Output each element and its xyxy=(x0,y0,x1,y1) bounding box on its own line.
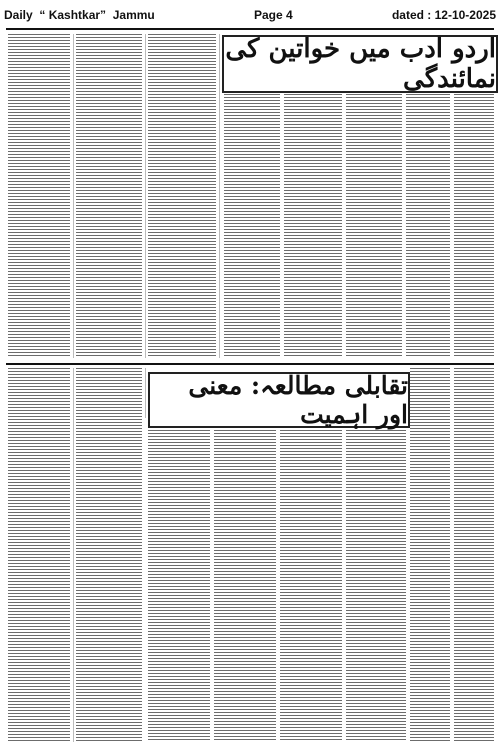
article-column xyxy=(284,94,342,358)
paper-name: “ Kashtkar” xyxy=(39,8,107,22)
article-column xyxy=(8,34,70,358)
column-divider xyxy=(145,368,146,418)
page-number: Page 4 xyxy=(254,8,293,22)
date-line: dated : 12-10-2025 xyxy=(391,8,496,22)
article-column xyxy=(8,368,70,742)
masthead xyxy=(4,4,496,26)
article-column xyxy=(224,94,280,358)
article-column xyxy=(454,368,494,742)
article-column xyxy=(214,430,276,742)
article-column xyxy=(280,430,342,742)
paper-title xyxy=(4,8,155,22)
column-divider xyxy=(145,34,146,358)
daily-initial: D xyxy=(4,8,13,22)
section-divider xyxy=(6,363,494,365)
city-name: Jammu xyxy=(112,8,155,22)
article-column xyxy=(454,94,494,358)
daily-rest: aily xyxy=(12,8,33,22)
article-column xyxy=(76,368,142,742)
article-column xyxy=(148,34,216,358)
column-divider xyxy=(73,34,74,358)
article-column xyxy=(346,430,406,742)
column-divider xyxy=(219,34,220,358)
headline-women-representation: اردو ادب میں خواتین کی نمائندگی xyxy=(222,35,498,93)
headline-comparative-study: تقابلی مطالعہ: معنی اور اہمیت xyxy=(148,372,410,428)
article-column xyxy=(410,368,450,742)
article-column xyxy=(76,34,142,358)
column-divider xyxy=(73,368,74,742)
article-column xyxy=(346,94,402,358)
masthead-rule xyxy=(6,28,494,30)
article-column xyxy=(148,430,210,742)
article-column xyxy=(406,94,450,358)
